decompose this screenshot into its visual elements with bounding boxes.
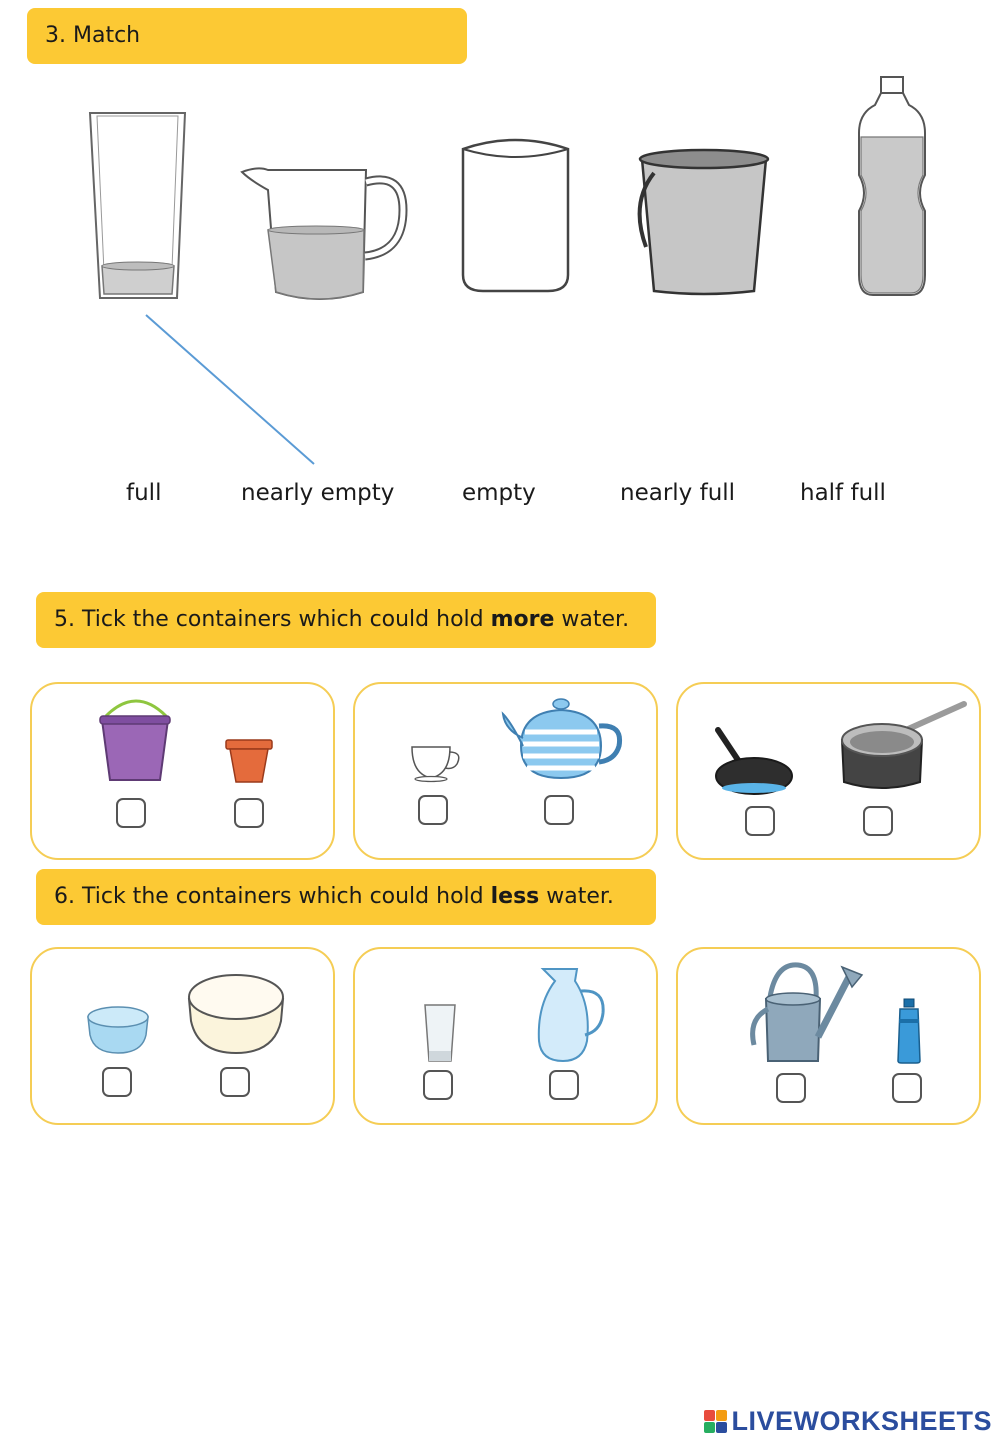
water-jug-icon bbox=[533, 965, 607, 1063]
frying-pan-icon bbox=[712, 726, 796, 798]
glass-nearly-empty-image bbox=[85, 108, 190, 308]
section-5-emphasis: more bbox=[490, 607, 555, 632]
watering-can-icon bbox=[746, 959, 864, 1065]
bottle-nearly-full-image bbox=[855, 75, 930, 300]
section-5-prefix: 5. Tick the containers which could hold bbox=[54, 607, 491, 632]
flower-pot-icon bbox=[224, 738, 274, 784]
section-6-prefix: 6. Tick the containers which could hold bbox=[54, 884, 491, 909]
label-half-full[interactable]: half full bbox=[800, 480, 886, 506]
cup-empty-image bbox=[458, 135, 573, 295]
bucket-full-image bbox=[634, 143, 774, 299]
label-empty[interactable]: empty bbox=[462, 480, 536, 506]
sand-bucket-icon bbox=[96, 696, 174, 784]
section-6-title bbox=[36, 869, 656, 925]
checkbox-drinking-glass[interactable] bbox=[423, 1070, 453, 1100]
checkbox-water-bottle[interactable] bbox=[892, 1073, 922, 1103]
checkbox-teacup[interactable] bbox=[418, 795, 448, 825]
more-card-pans bbox=[676, 682, 981, 860]
section-5-suffix: water. bbox=[554, 607, 630, 632]
section-3-title bbox=[27, 8, 467, 64]
less-card-bowls bbox=[30, 947, 335, 1125]
more-card-bucket-pot bbox=[30, 682, 335, 860]
section-6-suffix: water. bbox=[539, 884, 614, 909]
saucepan-icon bbox=[836, 698, 970, 794]
checkbox-frying-pan[interactable] bbox=[745, 806, 775, 836]
less-card-glass-jug bbox=[353, 947, 658, 1125]
jug-half-full-image bbox=[238, 160, 408, 308]
label-nearly-empty[interactable]: nearly empty bbox=[241, 480, 395, 506]
water-bottle-icon bbox=[896, 997, 922, 1065]
checkbox-saucepan[interactable] bbox=[863, 806, 893, 836]
checkbox-sand-bucket[interactable] bbox=[116, 798, 146, 828]
checkbox-water-jug[interactable] bbox=[549, 1070, 579, 1100]
less-card-can-bottle bbox=[676, 947, 981, 1125]
checkbox-teapot[interactable] bbox=[544, 795, 574, 825]
section-5-title bbox=[36, 592, 656, 648]
checkbox-big-bowl[interactable] bbox=[220, 1067, 250, 1097]
big-bowl-icon bbox=[186, 971, 286, 1055]
logo-mark-icon bbox=[704, 1410, 727, 1433]
checkbox-flower-pot[interactable] bbox=[234, 798, 264, 828]
checkbox-small-bowl[interactable] bbox=[102, 1067, 132, 1097]
match-line bbox=[140, 310, 320, 470]
label-nearly-full[interactable]: nearly full bbox=[620, 480, 736, 506]
small-bowl-icon bbox=[86, 1003, 150, 1055]
drinking-glass-icon bbox=[423, 1003, 457, 1063]
checkbox-watering-can[interactable] bbox=[776, 1073, 806, 1103]
liveworksheets-logo bbox=[704, 1406, 992, 1437]
section-3-title-text: 3. Match bbox=[45, 23, 141, 48]
teapot-icon bbox=[501, 698, 623, 782]
more-card-cup-teapot bbox=[353, 682, 658, 860]
logo-text: LIVEWORKSHEETS bbox=[731, 1406, 992, 1436]
label-full[interactable]: full bbox=[126, 480, 162, 506]
section-6-emphasis: less bbox=[490, 884, 540, 909]
teacup-icon bbox=[409, 744, 465, 782]
